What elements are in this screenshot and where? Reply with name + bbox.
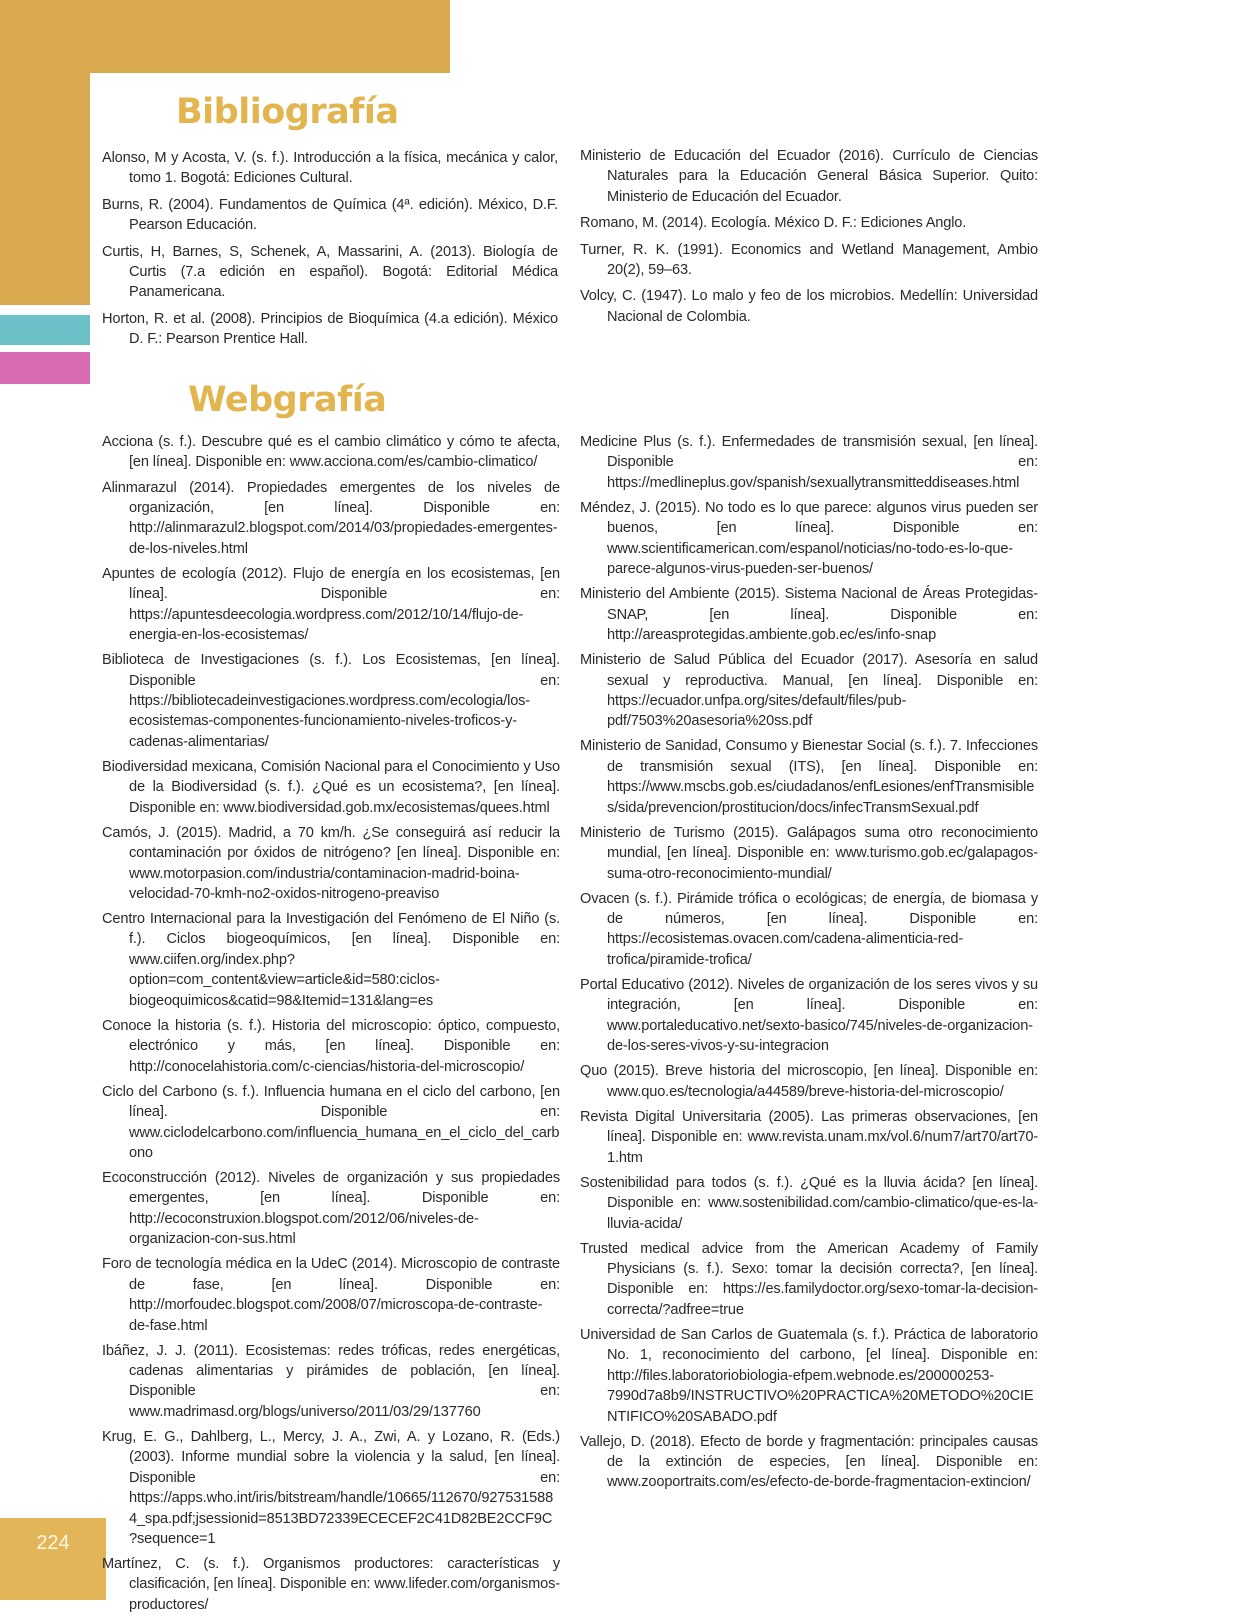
- reference-entry: Trusted medical advice from the American Academy of Family Physicians (s. f.). Sexo: tomar la decisión correcta?, [en línea]. Disponible en: https://es.familydoctor.org/sexo-tomar-la-decision-correcta/?adfree=true: [580, 1240, 1038, 1318]
- reference-entry: Universidad de San Carlos de Guatemala (s. f.). Práctica de laboratorio No. 1, reconocimiento del carbono, [el línea]. Disponible en: http://files.laboratoriobiologia-efpem.webnode.es/200000253-7990d7a8b9/INSTRUCTIVO%20PRACTICA%20METODO%20CIENTIFICO%20SABADO.pdf: [580, 1326, 1038, 1425]
- pink-tab-marker: [0, 352, 90, 384]
- reference-entry: Portal Educativo (2012). Niveles de organización de los seres vivos y su integración, [en línea]. Disponible en: www.portaleducativo.net/sexto-basico/745/niveles-de-organizacion-de-los-seres-vivos-y-su-integracion: [580, 976, 1038, 1055]
- reference-entry: Medicine Plus (s. f.). Enfermedades de transmisión sexual, [en línea]. Disponible en: https://medlineplus.gov/spanish/sexuallytransmitteddiseases.html: [580, 434, 1038, 491]
- reference-entry: Sostenibilidad para todos (s. f.). ¿Qué es la lluvia ácida? [en línea]. Disponible en: www.sostenibilidad.com/cambio-climatico/que-es-la-lluvia-acida/: [580, 1174, 1038, 1232]
- reference-entry: Ecoconstrucción (2012). Niveles de organización y sus propiedades emergentes, [en línea]. Disponible en: http://ecoconstruxion.blogspot.com/2012/06/niveles-de-organizacion-con-sus.html: [102, 1170, 560, 1248]
- reference-entry: Volcy, C. (1947). Lo malo y feo de los microbios. Medellín: Universidad Nacional de Colombia.: [580, 288, 1038, 325]
- reference-entry: Biodiversidad mexicana, Comisión Nacional para el Conocimiento y Uso de la Biodiversidad (s. f.). ¿Qué es un ecosistema?, [en línea]. Disponible en: www.biodiversidad.gob.mx/ecosistemas/quees.html: [102, 758, 560, 816]
- reference-entry: Krug, E. G., Dahlberg, L., Mercy, J. A., Zwi, A. y Lozano, R. (Eds.) (2003). Informe mundial sobre la violencia y la salud, [en línea]. Disponible en: https://apps.who.int/iris/bitstream/handle/10665/112670/9275315884_spa.pdf;jsessionid=8513BD72339ECECEF2C41D82BE2CCF9C?sequence=1: [102, 1428, 560, 1547]
- reference-entry: Conoce la historia (s. f.). Historia del microscopio: óptico, compuesto, electrónico y más, [en línea]. Disponible en: http://conocelahistoria.com/c-ciencias/historia-del-microscopio/: [102, 1017, 560, 1075]
- reference-entry: Ovacen (s. f.). Pirámide trófica o ecológicas; de energía, de biomasa y de números, [en línea]. Disponible en: https://ecosistemas.ovacen.com/cadena-alimenticia-red-trofica/piramide-trofica/: [580, 890, 1038, 968]
- reference-entry: Ibáñez, J. J. (2011). Ecosistemas: redes tróficas, redes energéticas, cadenas alimentarias y pirámides de población, [en línea]. Disponible en: www.madrimasd.org/blogs/universo/2011/03/29/137760: [102, 1342, 560, 1420]
- bibliography-list-left: [102, 148, 558, 356]
- reference-entry: Ciclo del Carbono (s. f.). Influencia humana en el ciclo del carbono, [en línea]. Disponible en: www.ciclodelcarbono.com/influencia_humana_en_el_ciclo_del_carbono: [102, 1083, 560, 1161]
- reference-entry: Vallejo, D. (2018). Efecto de borde y fragmentación: principales causas de la extinción de especies, [en línea]. Disponible en: www.zooportraits.com/es/efecto-de-borde-fragmentacion-extincion/: [580, 1433, 1038, 1491]
- bibliography-heading: Bibliografía: [176, 92, 399, 132]
- reference-entry: Horton, R. et al. (2008). Principios de Bioquímica (4.a edición). México D. F.: Pearson Prentice Hall.: [102, 310, 558, 348]
- reference-entry: Ministerio de Salud Pública del Ecuador (2017). Asesoría en salud sexual y reproductiva. Manual, [en línea]. Disponible en: https://ecuador.unfpa.org/sites/default/files/pub-pdf/7503%20asesoria%20ss.pdf: [580, 652, 1038, 730]
- reference-entry: Méndez, J. (2015). No todo es lo que parece: algunos virus pueden ser buenos, [en línea]. Disponible en: www.scientificamerican.com/espanol/noticias/no-todo-es-lo-que-parece-algunos-virus-pueden-ser-buenos/: [580, 499, 1038, 578]
- reference-entry: Turner, R. K. (1991). Economics and Wetland Management, Ambio 20(2), 59–63.: [580, 241, 1038, 279]
- teal-tab-marker: [0, 315, 90, 345]
- reference-entry: Martínez, C. (s. f.). Organismos productores: características y clasificación, [en línea]. Disponible en: www.lifeder.com/organismos-productores/: [102, 1556, 560, 1613]
- page-number: 224: [36, 1532, 70, 1554]
- reference-entry: Revista Digital Universitaria (2005). Las primeras observaciones, [en línea]. Disponible en: www.revista.unam.mx/vol.6/num7/art70/art70-1.htm: [580, 1108, 1038, 1166]
- reference-entry: Romano, M. (2014). Ecología. México D. F.: Ediciones Anglo.: [580, 215, 967, 232]
- webography-list-left: [102, 432, 560, 1620]
- reference-entry: Ministerio del Ambiente (2015). Sistema Nacional de Áreas Protegidas-SNAP, [en línea]. Disponible en: http://areasprotegidas.ambiente.gob.ec/es/info-snap: [580, 586, 1038, 644]
- reference-entry: Curtis, H, Barnes, S, Schenek, A, Massarini, A. (2013). Biología de Curtis (7.a edición en español). Bogotá: Editorial Médica Panamericana.: [102, 243, 558, 301]
- reference-entry: Apuntes de ecología (2012). Flujo de energía en los ecosistemas, [en línea]. Disponible en: https://apuntesdeecologia.wordpress.com/2012/10/14/flujo-de-energia-en-los-ecosistemas/: [102, 565, 560, 644]
- reference-entry: Ministerio de Educación del Ecuador (2016). Currículo de Ciencias Naturales para la Educación General Básica Superior. Quito: Ministerio de Educación del Ecuador.: [580, 148, 1038, 205]
- reference-entry: Centro Internacional para la Investigación del Fenómeno de El Niño (s. f.). Ciclos biogeoquímicos, [en línea]. Disponible en: www.ciifen.org/index.php?option=com_content&view=article&id=580:ciclos-biogeoquimicos&catid=98&Itemid=131&lang=es: [102, 911, 560, 1009]
- reference-entry: Acciona (s. f.). Descubre qué es el cambio climático y cómo te afecta, [en línea]. Disponible en: www.acciona.com/es/cambio-climatico/: [102, 434, 560, 471]
- reference-entry: Alonso, M y Acosta, V. (s. f.). Introducción a la física, mecánica y calor, tomo 1. Bogotá: Ediciones Cultural.: [102, 150, 558, 187]
- reference-entry: Foro de tecnología médica en la UdeC (2014). Microscopio de contraste de fase, [en línea]. Disponible en: http://morfoudec.blogspot.com/2008/07/microscopa-de-contraste-de-fase.html: [102, 1256, 560, 1334]
- webography-heading: Webgrafía: [188, 380, 387, 420]
- reference-entry: Camós, J. (2015). Madrid, a 70 km/h. ¿Se conseguirá así reducir la contaminación por óxidos de nitrógeno? [en línea]. Disponible en: www.motorpasion.com/industria/contaminacion-madrid-boina-velocidad-70-kmh-no2-oxidos-nitrogeno-preaviso: [102, 824, 560, 902]
- reference-entry: Burns, R. (2004). Fundamentos de Química (4ª. edición). México, D.F. Pearson Educación.: [102, 196, 558, 234]
- reference-entry: Ministerio de Turismo (2015). Galápagos suma otro reconocimiento mundial, [en línea]. Disponible en: www.turismo.gob.ec/galapagos-suma-otro-reconocimiento-mundial/: [580, 824, 1038, 882]
- bibliography-list-right: [580, 146, 1038, 333]
- reference-entry: Ministerio de Sanidad, Consumo y Bienestar Social (s. f.). 7. Infecciones de transmisión sexual (ITS), [en línea]. Disponible en: https://www.mscbs.gob.es/ciudadanos/enfLesiones/enfTransmisibles/sida/prevencion/prostitucion/docs/infecTransmSexual.pdf: [580, 738, 1038, 816]
- reference-entry: Quo (2015). Breve historia del microscopio, [en línea]. Disponible en: www.quo.es/tecnologia/a44589/breve-historia-del-microscopio/: [580, 1063, 1038, 1100]
- left-color-band: [0, 0, 90, 305]
- webography-list-right: [580, 432, 1038, 1498]
- reference-entry: Biblioteca de Investigaciones (s. f.). Los Ecosistemas, [en línea]. Disponible en: https://bibliotecadeinvestigaciones.wordpress.com/ecologia/los-ecosistemas-componentes-funcionamiento-niveles-troficos-y-cadenas-alimentarias/: [102, 652, 560, 750]
- reference-entry: Alinmarazul (2014). Propiedades emergentes de los niveles de organización, [en línea]. Disponible en: http://alinmarazul2.blogspot.com/2014/03/propiedades-emergentes-de-los-niveles.html: [102, 479, 560, 557]
